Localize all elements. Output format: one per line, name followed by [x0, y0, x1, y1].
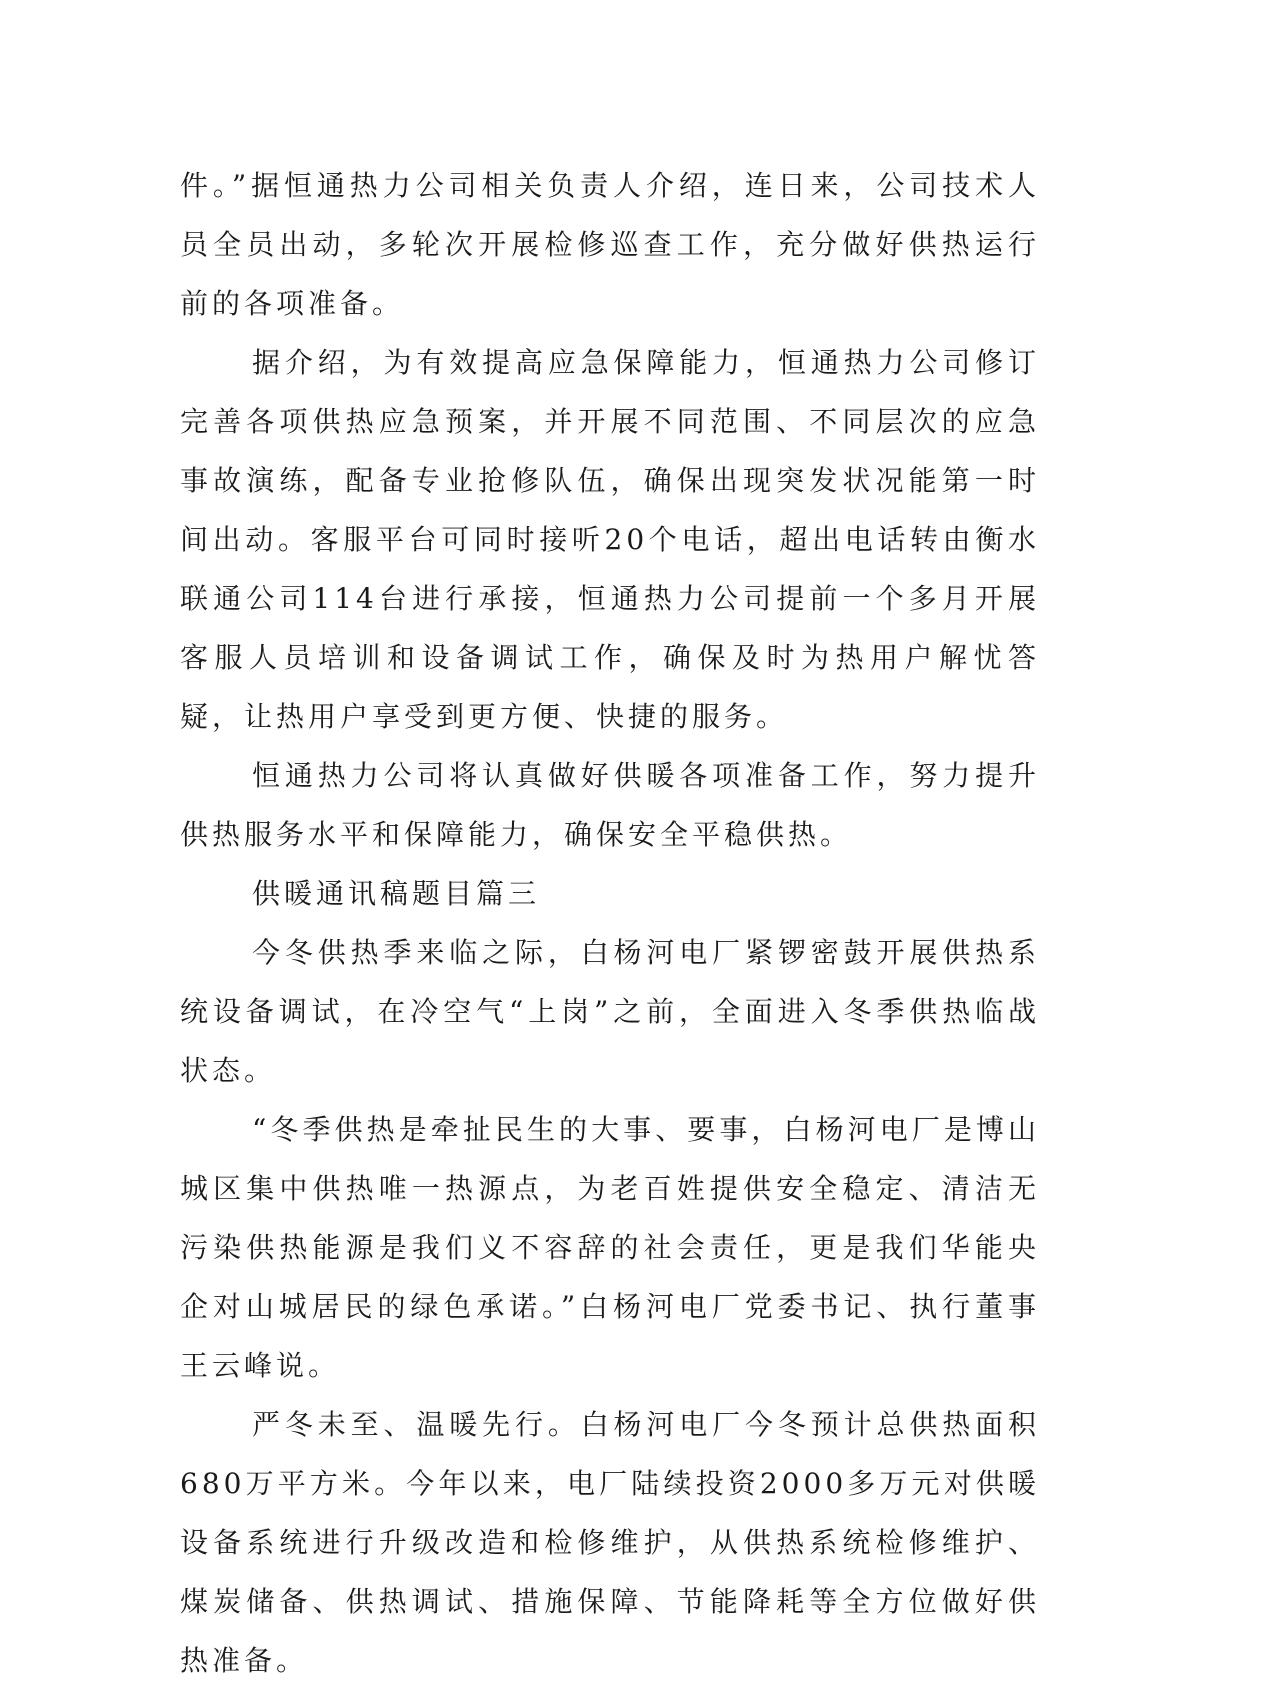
- paragraph-continuation: 件。”据恒通热力公司相关负责人介绍，连日来，公司技术人员全员出动，多轮次开展检修巡查工作，充分做好供热运行前的各项准备。: [180, 169, 1040, 320]
- document-body: [180, 156, 1040, 1690]
- paragraph-heating-investment: 严冬未至、温暖先行。白杨河电厂今冬预计总供热面积680万平方米。今年以来，电厂陆续投资2000多万元对供暖设备系统进行升级改造和检修维护，从供热系统检修维护、煤炭储备、供热调试、措施保障、节能降耗等全方位做好供热准备。: [180, 1408, 1040, 1677]
- paragraph-emergency-preparedness: 据介绍，为有效提高应急保障能力，恒通热力公司修订完善各项供热应急预案，并开展不同范围、不同层次的应急事故演练，配备专业抢修队伍，确保出现突发状况能第一时间出动。客服平台可同时接听20个电话，超出电话转由衡水联通公司114台进行承接，恒通热力公司提前一个多月开展客服人员培训和设备调试工作，确保及时为热用户解忧答疑，让热用户享受到更方便、快捷的服务。: [180, 346, 1040, 733]
- paragraph-heating-season-intro: 今冬供热季来临之际，白杨河电厂紧锣密鼓开展供热系统设备调试，在冷空气“上岗”之前，全面进入冬季供热临战状态。: [180, 936, 1040, 1087]
- paragraph-quote: “冬季供热是牵扯民生的大事、要事，白杨河电厂是博山城区集中供热唯一热源点，为老百姓提供安全稳定、清洁无污染供热能源是我们义不容辞的社会责任，更是我们华能央企对山城居民的绿色承诺。”白杨河电厂党委书记、执行董事王云峰说。: [180, 1113, 1040, 1382]
- section-heading: 供暖通讯稿题目篇三: [252, 877, 541, 910]
- paragraph-heating-commitment: 恒通热力公司将认真做好供暖各项准备工作，努力提升供热服务水平和保障能力，确保安全平稳供热。: [180, 759, 1040, 851]
